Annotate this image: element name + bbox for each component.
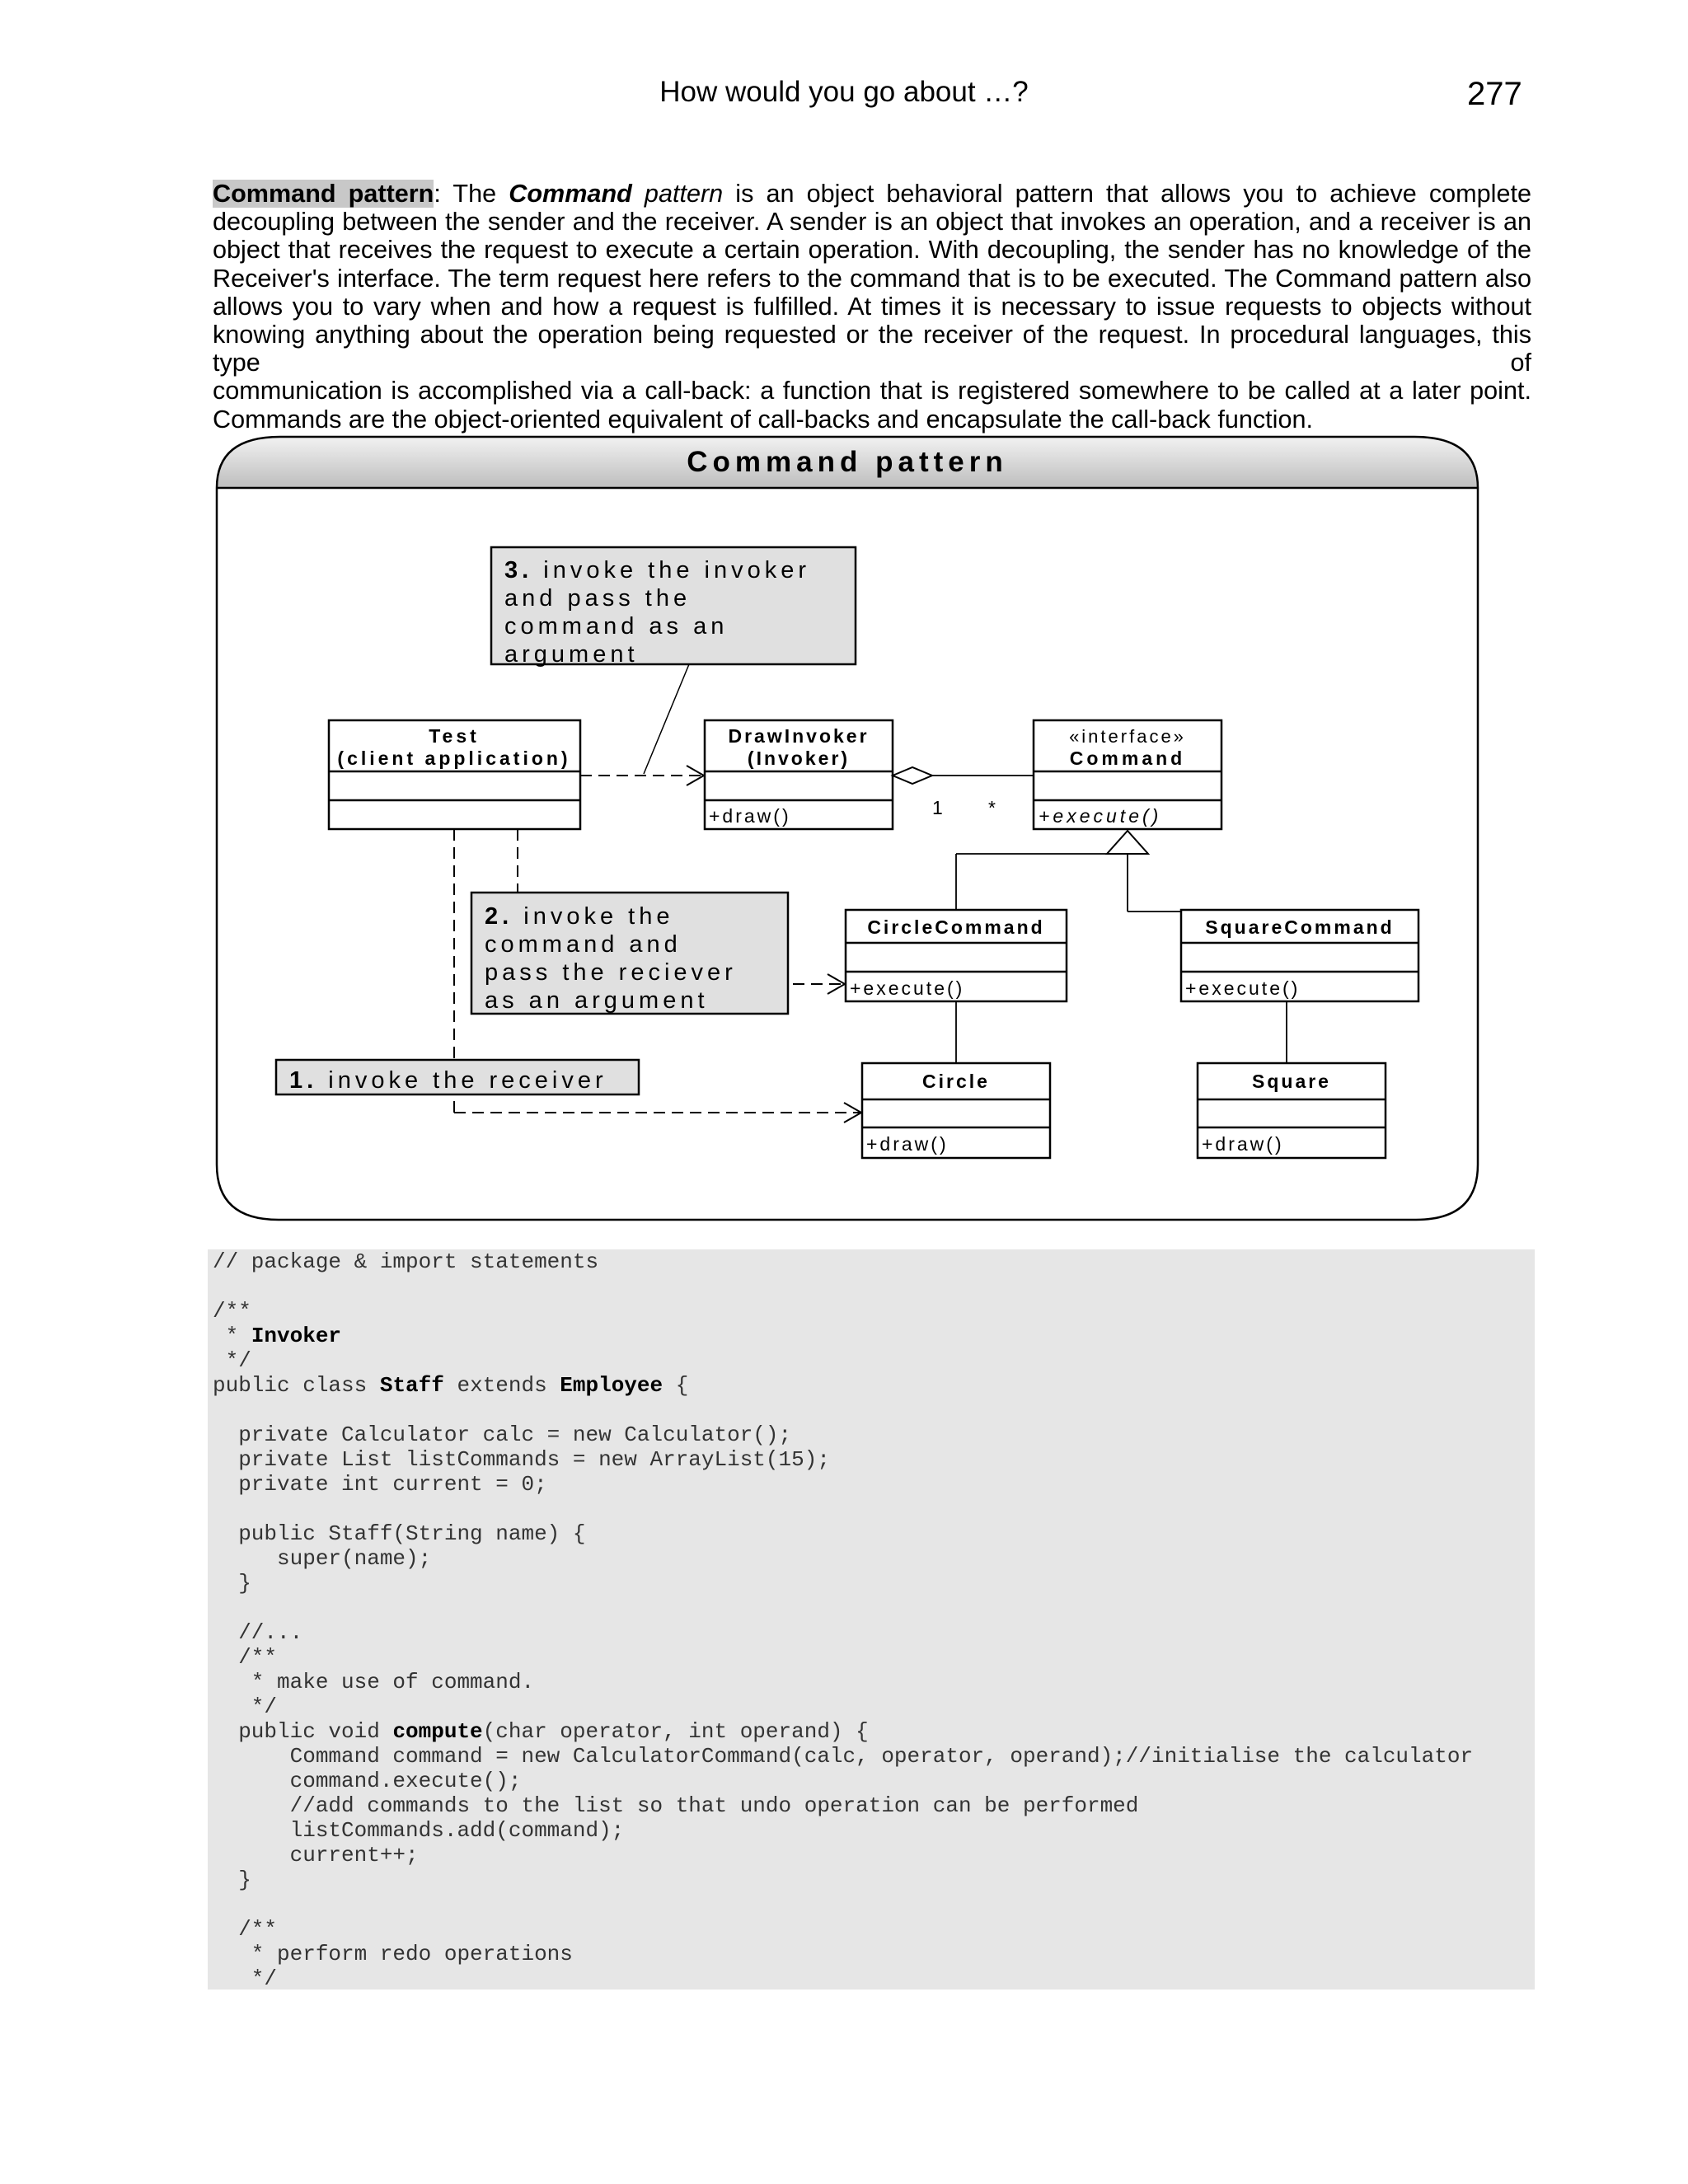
code-line: } (213, 1868, 251, 1892)
code-line: } (213, 1571, 251, 1596)
class-command-interface (1034, 720, 1221, 829)
svg-text:Command: Command (1069, 748, 1186, 769)
svg-text:2. invoke the command and: 2. invoke the command and pass the reciever as an argument (485, 903, 737, 1014)
code-line: * perform redo operations (213, 1942, 573, 1966)
code-line: //add commands to the list so that undo operation can be performed (213, 1793, 1139, 1818)
svg-text:Square: Square (1252, 1071, 1331, 1092)
class-square-command (1181, 910, 1418, 1001)
intro-line-3: object that receives the request to execute a certain operation. With decoupling, the sender has no knowledge of the (213, 236, 1531, 265)
command-pattern-diagram (213, 435, 1482, 1226)
svg-text:3. invoke the invoker and: 3. invoke the invoker and pass the command as an argument (504, 557, 810, 668)
intro-line-1: Command pattern: The Command pattern is an object behavioral pattern that allows you to achieve complete (213, 180, 1531, 208)
code-line: * make use of command. (213, 1670, 535, 1694)
code-line: private Calculator calc = new Calculator(); (213, 1422, 792, 1447)
code-text (213, 1249, 1473, 1991)
code-line: // package & import statements (213, 1249, 599, 1274)
svg-text:+draw(): +draw() (1202, 1133, 1284, 1155)
code-listing (208, 1249, 1535, 1990)
note-connector (644, 664, 689, 774)
code-line: */ (213, 1966, 278, 1991)
running-header: How would you go about …? (659, 76, 1029, 108)
term-highlight: Command pattern (213, 180, 434, 208)
realization-triangle (1107, 831, 1148, 854)
intro-line-4: Receiver's interface. The term request here refers to the command that is to be executed. The Command pattern also (213, 264, 1531, 293)
svg-text:(client application): (client application) (337, 748, 571, 769)
code-line (213, 1398, 1473, 1422)
code-line: public Staff(String name) { (213, 1521, 586, 1546)
code-line (213, 1892, 1473, 1917)
svg-text:Test: Test (429, 725, 480, 747)
code-line (213, 1497, 1473, 1521)
multiplicity-one: 1 (932, 797, 943, 818)
svg-text:+draw(): +draw() (866, 1133, 949, 1155)
svg-text:DrawInvoker: DrawInvoker (728, 725, 870, 747)
code-line (213, 1274, 1473, 1299)
class-circle-command (846, 910, 1067, 1001)
intro-line-8: Commands are the object-oriented equivalent of call-backs and encapsulate the call-back function. (213, 405, 1313, 434)
class-test (329, 720, 580, 829)
code-line: command.execute(); (213, 1769, 522, 1793)
class-circle (862, 1063, 1050, 1158)
page-number: 277 (1467, 76, 1522, 112)
code-line: private List listCommands = new ArrayList(15); (213, 1447, 830, 1472)
class-draw-invoker (705, 720, 893, 829)
code-line: private int current = 0; (213, 1472, 547, 1497)
aggregation-diamond (893, 767, 932, 784)
svg-text:(Invoker): (Invoker) (747, 748, 851, 769)
diagram-title: Command pattern (687, 446, 1008, 478)
svg-text:Circle: Circle (922, 1071, 990, 1092)
multiplicity-many: * (988, 797, 996, 818)
svg-text:+execute(): +execute() (850, 977, 965, 999)
svg-text:+execute(): +execute() (1039, 805, 1162, 827)
code-line: /** (213, 1917, 278, 1942)
code-line: //... (213, 1620, 303, 1645)
code-line: Command command = new CalculatorCommand(calc, operator, operand);//initialise the calculator (213, 1744, 1474, 1769)
svg-text:+draw(): +draw() (709, 805, 791, 827)
intro-line-2: decoupling between the sender and the receiver. A sender is an object that invokes an operation, and a receiver is an (213, 208, 1531, 237)
class-square (1198, 1063, 1386, 1158)
intro-line-6: knowing anything about the operation being requested or the receiver of the request. In procedural languages, this type of (213, 321, 1531, 377)
code-line: /** (213, 1645, 278, 1670)
intro-line-5: allows you to vary when and how a request is fulfilled. At times it is necessary to issue requests to objects without (213, 292, 1531, 321)
code-line: */ (213, 1348, 251, 1373)
intro-paragraph (213, 180, 1531, 434)
svg-text:SquareCommand: SquareCommand (1205, 916, 1395, 938)
code-line (213, 1596, 1473, 1620)
code-line: current++; (213, 1843, 419, 1868)
code-line: * Invoker (213, 1324, 342, 1348)
svg-text:«interface»: «interface» (1069, 726, 1186, 747)
svg-text:+execute(): +execute() (1185, 977, 1301, 999)
code-line: */ (213, 1694, 278, 1719)
code-line: super(name); (213, 1546, 432, 1571)
code-line: public void compute(char operator, int operand) { (213, 1719, 869, 1744)
code-line: public class Staff extends Employee { (213, 1373, 689, 1398)
intro-line-7: communication is accomplished via a call-back: a function that is registered somewhere to be called at a later point. (213, 377, 1531, 405)
svg-text:CircleCommand: CircleCommand (867, 916, 1045, 938)
svg-text:1. invoke the receiver: 1. invoke the receiver (289, 1067, 607, 1094)
code-line: listCommands.add(command); (213, 1818, 625, 1843)
code-line: /** (213, 1299, 251, 1324)
